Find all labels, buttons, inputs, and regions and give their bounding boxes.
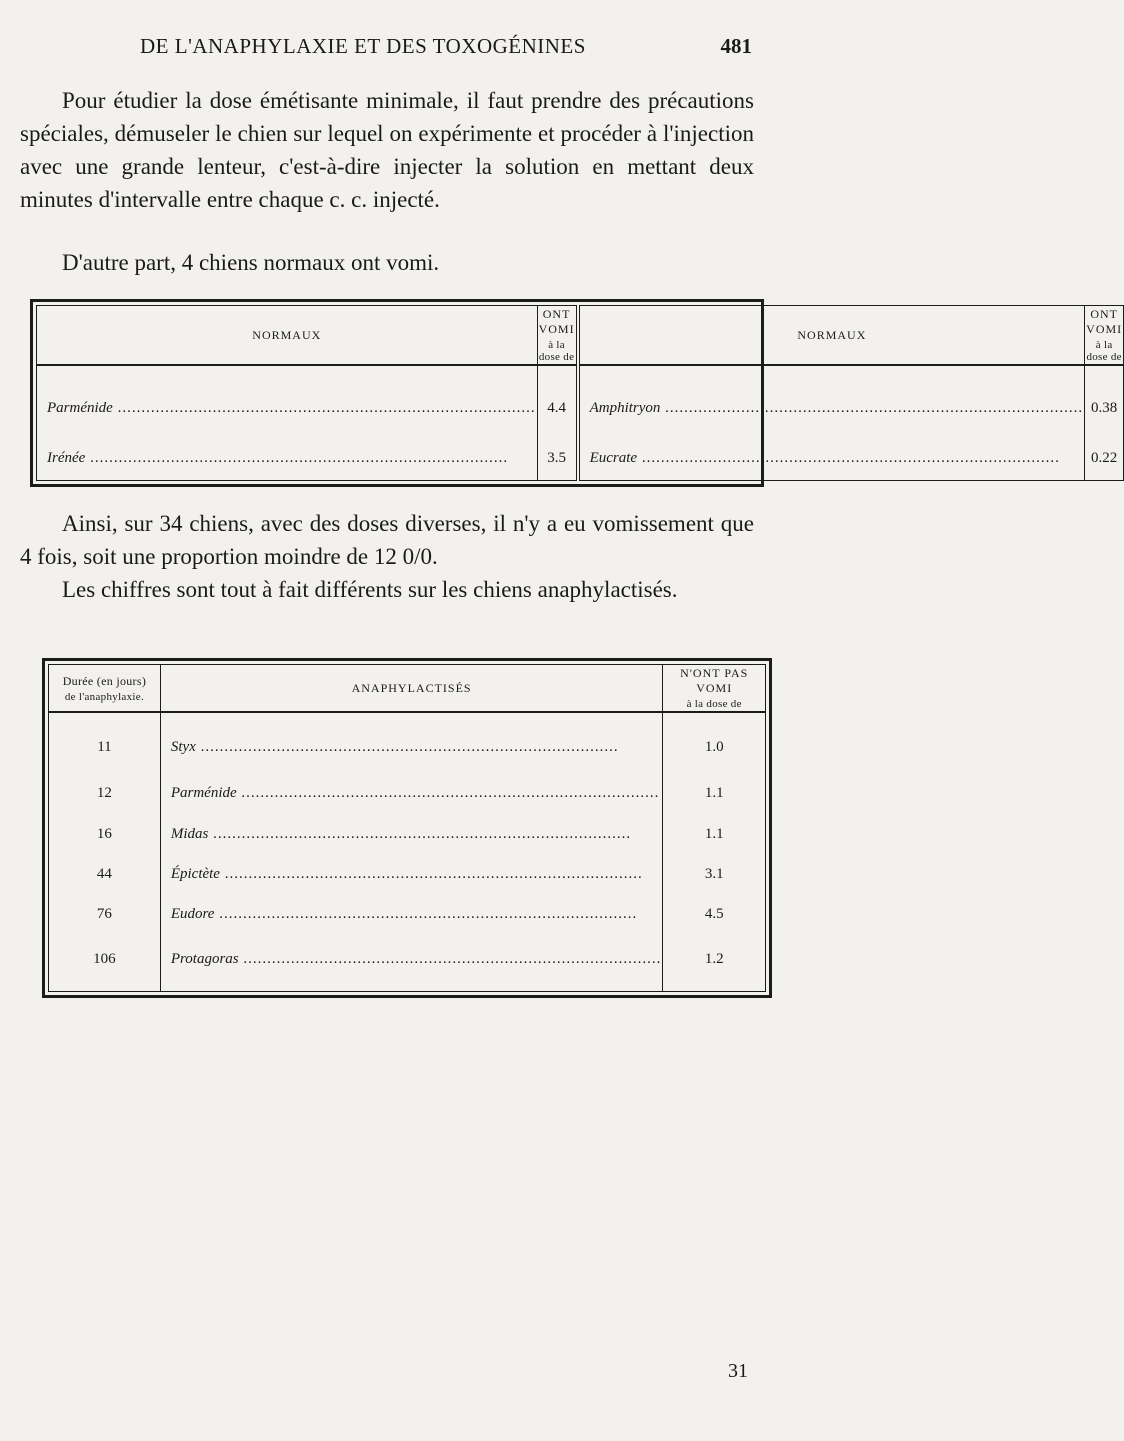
table-row	[49, 774, 766, 814]
table-row	[37, 438, 1124, 481]
t2-dose: 1.0	[663, 712, 766, 774]
paragraph-2-text: D'autre part, 4 chiens normaux ont vomi.	[62, 250, 440, 275]
t2-col3-header: N'ONT PAS VOMI à la dose de	[663, 665, 766, 713]
paragraph-3-text: Ainsi, sur 34 chiens, avec des doses diverses, il n'y a eu vomissement que 4 fois, soit une proportion moindre de 12 0/0.	[20, 511, 754, 569]
paragraph-1	[20, 84, 754, 216]
t2-name: Styx .....	[160, 712, 663, 774]
normal-dogs-table	[30, 299, 1123, 487]
t2-days: 12	[96, 785, 112, 802]
t1-col2-header: ONT VOMI à la dose de	[537, 306, 578, 366]
t1-left-dose: 4.4	[537, 365, 578, 438]
paragraph-1-text: Pour étudier la dose émétisante minimale, il faut prendre des précautions spéciales, démuseler le chien sur lequel on expérimente et procéder à l'injection avec une grande lenteur, c'est-à-dire injecter la solution en mettant deux minutes d'intervalle entre chaque c. c. injecté.	[20, 88, 754, 212]
t2-col2-header: ANAPHYLACTISÉS	[160, 665, 663, 713]
t2-days: 106	[93, 951, 116, 968]
table-row	[49, 814, 766, 854]
t2-name: Épictète .....	[160, 854, 663, 894]
t1-left-dose: 3.5	[537, 438, 578, 481]
t1-col4-header: ONT VOMI à la dose de	[1086, 307, 1123, 363]
t2-name: Protagoras .....	[160, 935, 663, 991]
t2-dose: 4.5	[663, 895, 766, 935]
t1-right-dose: 0.38	[1085, 365, 1124, 438]
t1-left-name: Parménide .....	[37, 365, 538, 438]
signature-mark: 31	[728, 1360, 748, 1382]
table-row	[49, 895, 766, 935]
t2-dose: 1.1	[663, 774, 766, 814]
paragraph-2	[20, 246, 754, 279]
paragraph-3	[20, 507, 754, 573]
t2-dose: 1.1	[663, 814, 766, 854]
t1-right-name: Amphitryon .....	[578, 365, 1085, 438]
paragraph-4	[20, 573, 754, 606]
t2-days: 44	[96, 866, 112, 883]
paragraph-4-text: Les chiffres sont tout à fait différents sur les chiens anaphylactisés.	[62, 577, 678, 602]
table-row	[49, 935, 766, 991]
t2-dose: 3.1	[663, 854, 766, 894]
page-number: 481	[720, 34, 752, 58]
t1-right-name: Eucrate .....	[578, 438, 1085, 481]
t2-days: 11	[97, 739, 112, 756]
running-head	[0, 34, 800, 64]
t2-name: Eudore .....	[160, 895, 663, 935]
t2-name: Parménide .....	[160, 774, 663, 814]
t1-col3-header: NORMAUX	[578, 306, 1085, 366]
t2-name: Midas .....	[160, 814, 663, 854]
t1-col1-header: NORMAUX	[37, 306, 538, 366]
t2-dose: 1.2	[663, 935, 766, 991]
running-title: DE L'ANAPHYLAXIE ET DES TOXOGÉNINES	[140, 34, 586, 58]
anaphylactised-dogs-table	[42, 658, 772, 998]
t2-days: 76	[96, 906, 112, 923]
t2-days: 16	[96, 825, 112, 842]
table-row	[37, 365, 1124, 438]
t2-col1-header: Durée (en jours) de l'anaphylaxie.	[49, 665, 161, 713]
table-row	[49, 712, 766, 774]
t1-left-name: Irénée .....	[37, 438, 538, 481]
t1-right-dose: 0.22	[1085, 438, 1124, 481]
table-row	[49, 854, 766, 894]
